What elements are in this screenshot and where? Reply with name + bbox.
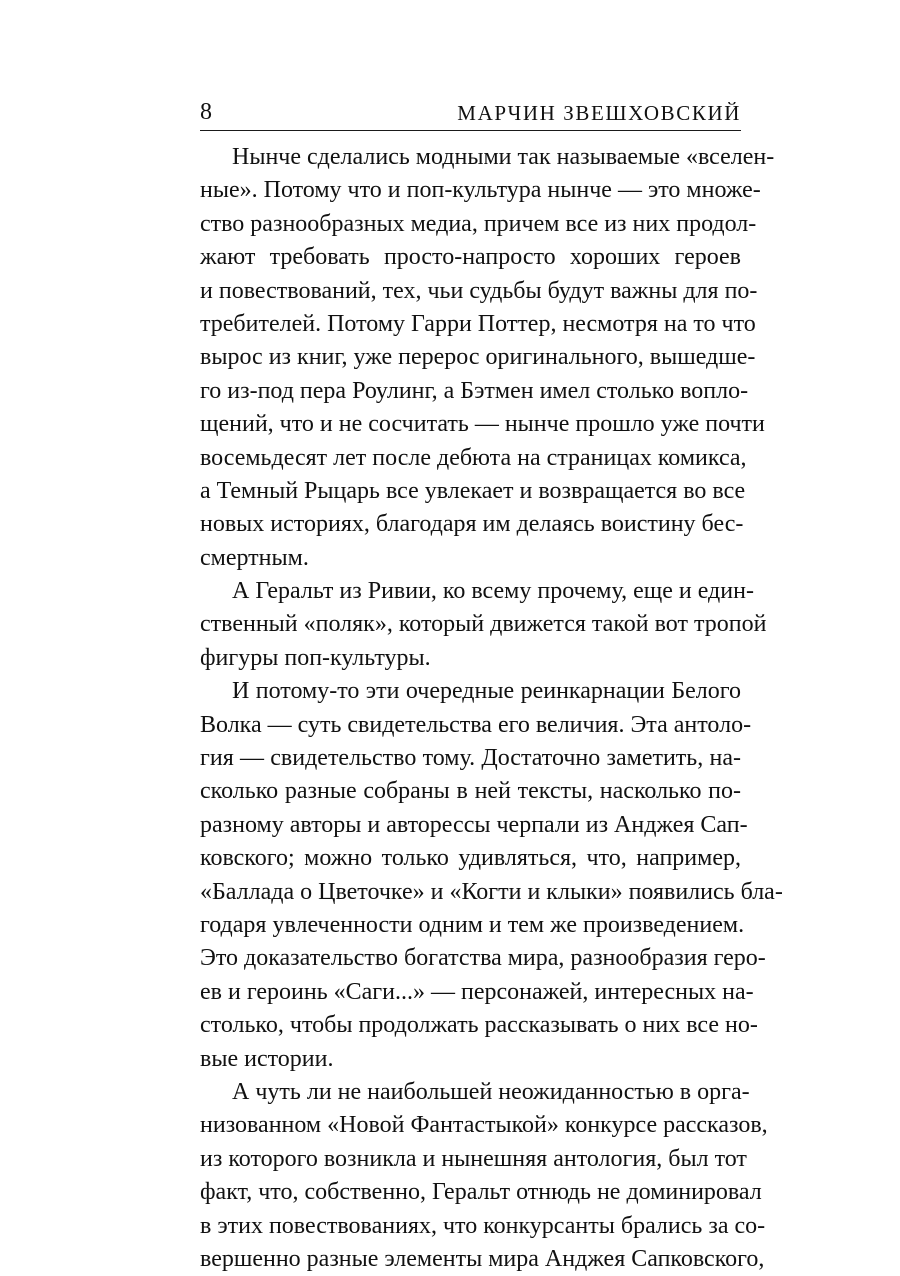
text-line: смертным. [200, 544, 309, 571]
text-line: ство разнообразных медиа, причем все из них продол- [200, 210, 757, 237]
text-line: гия — свидетельство тому. Достаточно заметить, на- [200, 745, 741, 772]
text-line: фигуры поп-культуры. [200, 644, 431, 671]
text-line: жают требовать просто-напросто хороших героев [200, 244, 741, 271]
text-line: ственный «поляк», который движется такой вот тропой [200, 611, 767, 638]
text-line: вые истории. [200, 1045, 334, 1072]
text-line: новых историях, благодаря им делаясь воистину бес- [200, 511, 744, 538]
text-line: а Темный Рыцарь все увлекает и возвращается во все [200, 477, 746, 504]
text-line: восемьдесят лет после дебюта на страницах комикса, [200, 444, 747, 471]
text-line: Это доказательство богатства мира, разнообразия геро- [200, 945, 766, 972]
text-line: и повествований, тех, чьи судьбы будут важны для по- [200, 277, 758, 304]
text-line: низованном «Новой Фантастыкой» конкурсе рассказов, [200, 1112, 768, 1139]
text-line: А Геральт из Ривии, ко всему прочему, еще и един- [232, 578, 754, 605]
body-text [200, 141, 783, 1276]
paragraph [200, 575, 767, 675]
text-line: И потому-то эти очередные реинкарнации Белого [232, 678, 741, 705]
text-line: го из-под пера Роулинг, а Бэтмен имел столько вопло- [200, 377, 749, 404]
text-line: столько, чтобы продолжать рассказывать о них все но- [200, 1012, 758, 1039]
text-line: требителей. Потому Гарри Поттер, несмотря на то что [200, 310, 756, 337]
page-number: 8 [200, 99, 212, 125]
text-line: А чуть ли не наибольшей неожиданностью в орга- [232, 1078, 750, 1105]
text-line: факт, что, собственно, Геральт отнюдь не доминировал [200, 1179, 762, 1206]
text-line: ные». Потому что и поп-культура нынче — это множе- [200, 177, 761, 204]
running-head-author: МАРЧИН ЗВЕШХОВСКИЙ [457, 101, 741, 125]
paragraph [200, 141, 775, 575]
paragraph [200, 1076, 768, 1276]
text-line: вырос из книг, уже перерос оригинального, вышедше- [200, 344, 756, 371]
text-line: Волка — суть свидетельства его величия. Эта антоло- [200, 711, 752, 738]
text-line: годаря увлеченности одним и тем же произведением. [200, 911, 745, 938]
paragraph [200, 675, 783, 1076]
text-line: разному авторы и авторессы черпали из Анджея Сап- [200, 811, 748, 838]
text-line: сколько разные собраны в ней тексты, насколько по- [200, 778, 741, 805]
text-line: ев и героинь «Саги...» — персонажей, интересных на- [200, 978, 754, 1005]
text-line: ковского; можно только удивляться, что, например, [200, 845, 741, 872]
text-line: вершенно разные элементы мира Анджея Сапковского, [200, 1245, 765, 1272]
text-line: «Баллада о Цветочке» и «Когти и клыки» появились бла- [200, 878, 783, 905]
text-line: из которого возникла и нынешняя антология, был тот [200, 1145, 747, 1172]
running-head [200, 96, 741, 131]
text-line: щений, что и не сосчитать — нынче прошло уже почти [200, 411, 765, 438]
text-line: Нынче сделались модными так называемые «вселен- [232, 144, 775, 170]
text-line: в этих повествованиях, что конкурсанты брались за со- [200, 1212, 766, 1239]
